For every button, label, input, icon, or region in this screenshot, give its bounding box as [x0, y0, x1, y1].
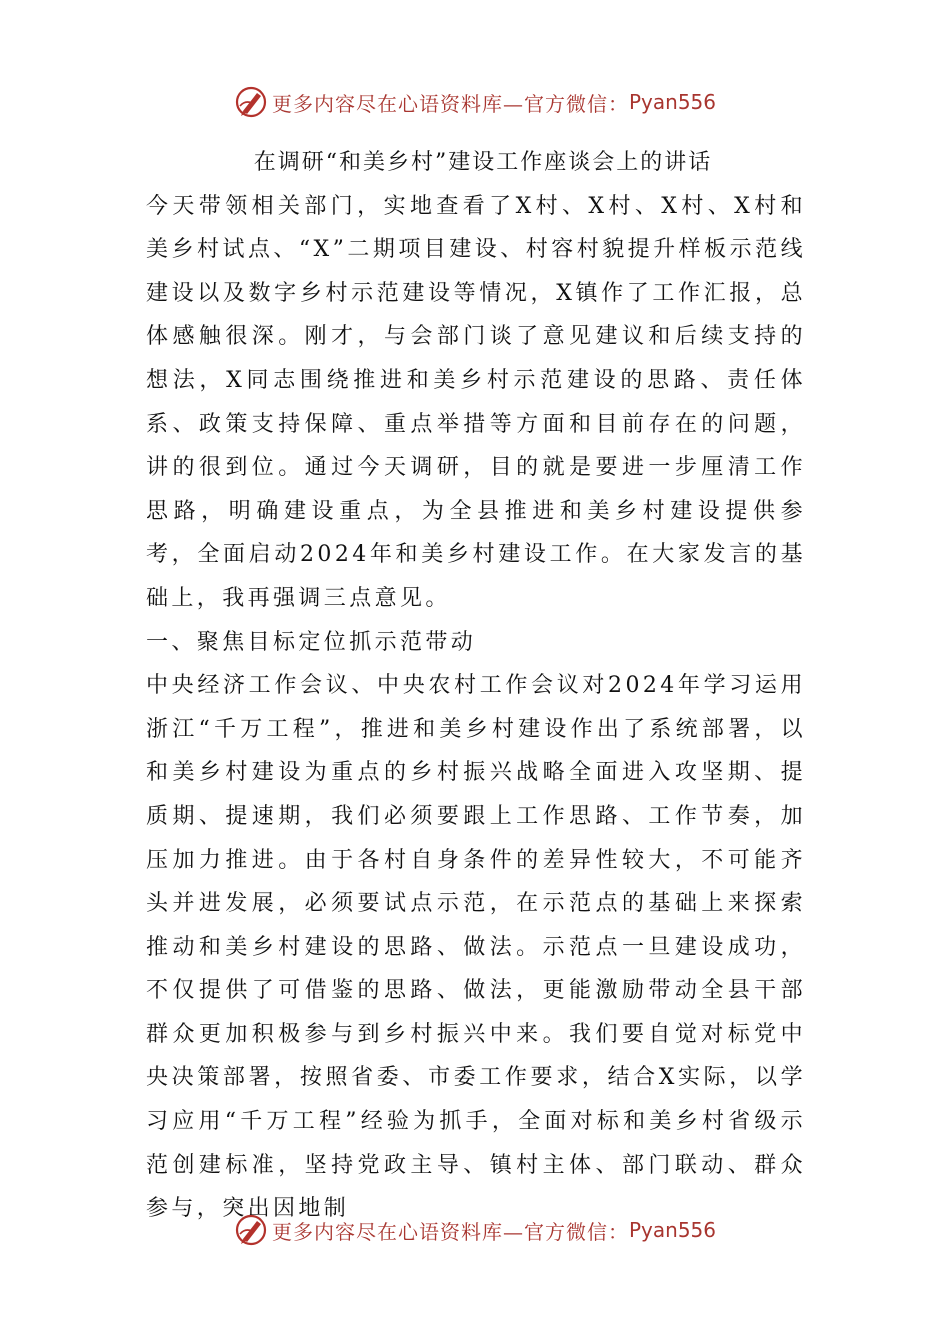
document-title: 在调研“和美乡村”建设工作座谈会上的讲话 — [253, 150, 713, 175]
pen-logo-icon — [234, 85, 268, 119]
document-body — [146, 141, 806, 1231]
banner-wechat-id: Pyan556 — [628, 1218, 716, 1242]
banner-text: 更多内容尽在心语资料库—官方微信： — [271, 1219, 629, 1244]
section-heading-1: 一、聚焦目标定位抓示范带动 — [146, 629, 477, 655]
paragraph-intro: 今天带领相关部门，实地查看了X村、X村、X村、X村和美乡村试点、“X”二期项目建设、村容村貌提升样板示范线建设以及数字乡村示范建设等情况，X镇作了工作汇报，总体感触很深。刚才，与会部门谈了意见建议和后续支持的想法，X同志围绕推进和美乡村示范建设的思路、责任体系、政策支持保障、重点举措等方面和目前存在的问题，讲的很到位。通过今天调研，目的就是要进一步厘清工作思路，明确建设重点，为全县推进和美乡村建设提供参考，全面启动2024年和美乡村建设工作。在大家发言的基础上，我再强调三点意见。 — [146, 193, 806, 611]
pen-logo-icon — [234, 1213, 268, 1247]
banner-wechat-id: Pyan556 — [628, 90, 716, 114]
paragraph-section-1: 中央经济工作会议、中央农村工作会议对2024年学习运用浙江“千万工程”，推进和美乡村建设作出了系统部署，以和美乡村建设为重点的乡村振兴战略全面进入攻坚期、提质期、提速期，我们必须要跟上工作思路、工作节奏，加压加力推进。由于各村自身条件的差异性较大，不可能齐头并进发展，必须要试点示范，在示范点的基础上来探索推动和美乡村建设的思路、做法。示范点一旦建设成功，不仅提供了可借鉴的思路、做法，更能激励带动全县干部群众更加积极参与到乡村振兴中来。我们要自觉对标党中央决策部署，按照省委、市委工作要求，结合X实际，以学习应用“千万工程”经验为抓手，全面对标和美乡村省级示范创建标准，坚持党政主导、镇村主体、部门联动、群众参与，突出因地制 — [146, 673, 806, 1222]
footer-watermark-banner — [0, 1210, 950, 1250]
banner-text: 更多内容尽在心语资料库—官方微信： — [271, 91, 629, 116]
header-watermark-banner — [0, 82, 950, 122]
